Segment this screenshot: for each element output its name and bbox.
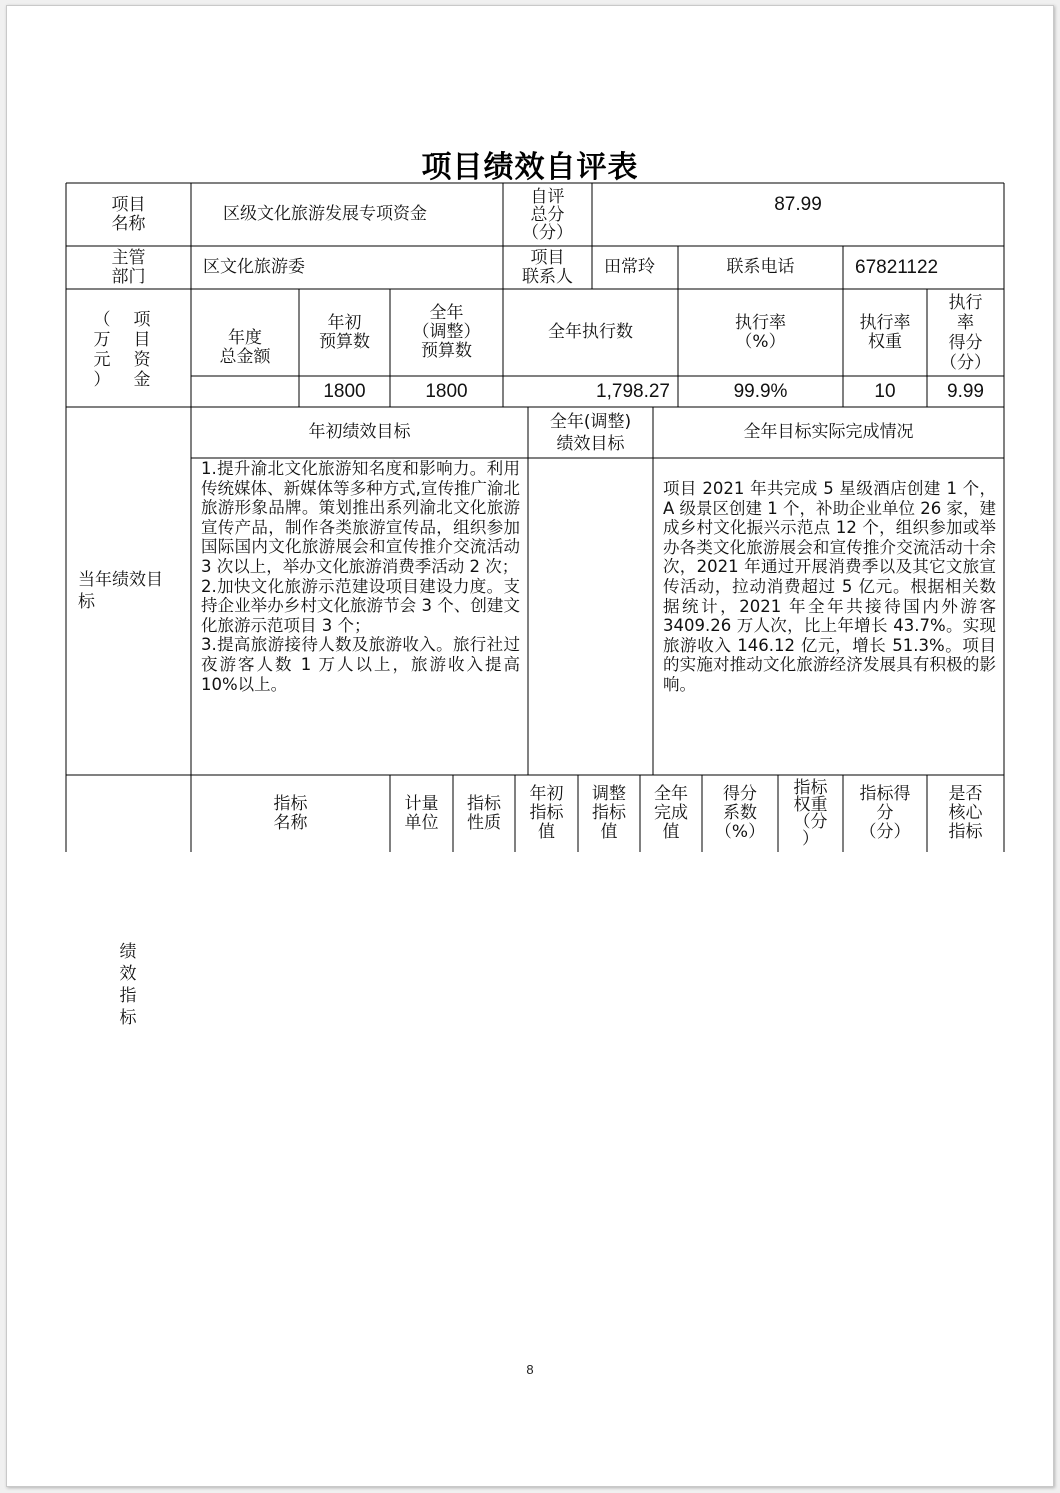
contact-label: 项目 联系人	[522, 247, 573, 287]
indicator-initial-value-header: 年初 指标 值	[529, 784, 564, 842]
indicator-core-header: 是否 核心 指标	[948, 784, 983, 842]
funds-executed-value: 1,798.27	[596, 381, 670, 402]
goals-actual-header: 全年目标实际完成情况	[743, 422, 914, 442]
indicator-name-header: 指标 名称	[273, 793, 308, 833]
indicator-score-header: 指标得 分 （分）	[859, 784, 911, 842]
funds-adjusted-value: 1800	[425, 381, 468, 402]
funds-score-value: 9.99	[947, 381, 984, 402]
dept-label: 主管 部门	[111, 247, 146, 287]
funds-total-header: 年度 总金额	[219, 328, 271, 367]
self-score-value: 87.99	[774, 193, 822, 215]
phone-label: 联系电话	[726, 257, 795, 277]
project-name-value: 区级文化旅游发展专项资金	[223, 204, 427, 224]
indicator-completed-value-header: 全年 完成 值	[654, 784, 688, 842]
goals-label: 当年绩效目 标	[78, 570, 163, 612]
indicator-weight-header: 指标 权重 （分 ）	[793, 777, 828, 849]
dept-value: 区文化旅游委	[203, 257, 305, 277]
indicator-unit-header: 计量 单位	[404, 793, 439, 833]
goals-initial-header: 年初绩效目标	[308, 422, 411, 442]
funds-unit-label: （ 万 元 ）	[93, 310, 111, 390]
funds-adjusted-header: 全年 （调整） 预算数	[412, 303, 481, 361]
project-name-label: 项目 名称	[111, 194, 146, 234]
goals-actual-text: 项目 2021 年共完成 5 星级酒店创建 1 个，A 级景区创建 1 个，补助企业单位 26 家，建成乡村文化振兴示范点 12 个，组织参加或举办各类文化旅游展会和宣传推介交流活动十余次，2021 年通过开展消费季以及其它文旅宣传活动，拉动消费超过 5 亿元。根据相关数据统计，2021 年全年共接待国内外游客 3409.26 万人次，比上年增长 43.7%。实现旅游收入 146.12 亿元，增长 51.3%。项目的实施对推动文化旅游经济发展具有积极的影响。	[663, 479, 997, 694]
funds-executed-header: 全年执行数	[548, 322, 633, 342]
funds-rate-value: 99.9%	[733, 381, 788, 402]
funds-rate-header: 执行率 （%）	[735, 312, 786, 352]
funds-score-header: 执行 率 得分 （分）	[940, 292, 991, 373]
indicator-score-coef-header: 得分 系数 （%）	[714, 784, 766, 842]
page-number: 8	[526, 1362, 534, 1377]
funds-label: 项 目 资 金	[133, 310, 151, 390]
indicator-nature-header: 指标 性质	[467, 793, 501, 833]
indicator-adjusted-value-header: 调整 指标 值	[592, 784, 626, 842]
indicators-label: 绩 效 指 标	[119, 942, 137, 1028]
contact-value: 田常玲	[604, 257, 655, 277]
funds-initial-value: 1800	[323, 381, 366, 402]
goals-initial-text: 1.提升渝北文化旅游知名度和影响力。利用传统媒体、新媒体等多种方式,宣传推广渝北旅游形象品牌。策划推出系列渝北文化旅游宣传产品，制作各类旅游宣传品，组织参加国际国内文化旅游展会和宣传推介交流活动 3 次以上，举办文化旅游消费季活动 2 次； 2.加快文化旅游示范建设项目建设力度。支持企业举办乡村文化旅游节会 3 个、创建文化旅游示范项目 3 个； 3.提高旅游接待人数及旅游收入。旅行社过夜游客人数 1 万人以上，旅游收入提高 10%以上。	[201, 459, 520, 694]
funds-weight-value: 10	[874, 381, 896, 402]
self-score-label: 自评 总分 （分）	[522, 186, 573, 243]
funds-initial-header: 年初 预算数	[319, 312, 370, 352]
page-title: 项目绩效自评表	[421, 150, 639, 185]
phone-value: 67821122	[855, 257, 939, 278]
goals-adjusted-header: 全年(调整) 绩效目标	[549, 411, 632, 454]
funds-weight-header: 执行率 权重	[859, 312, 911, 352]
